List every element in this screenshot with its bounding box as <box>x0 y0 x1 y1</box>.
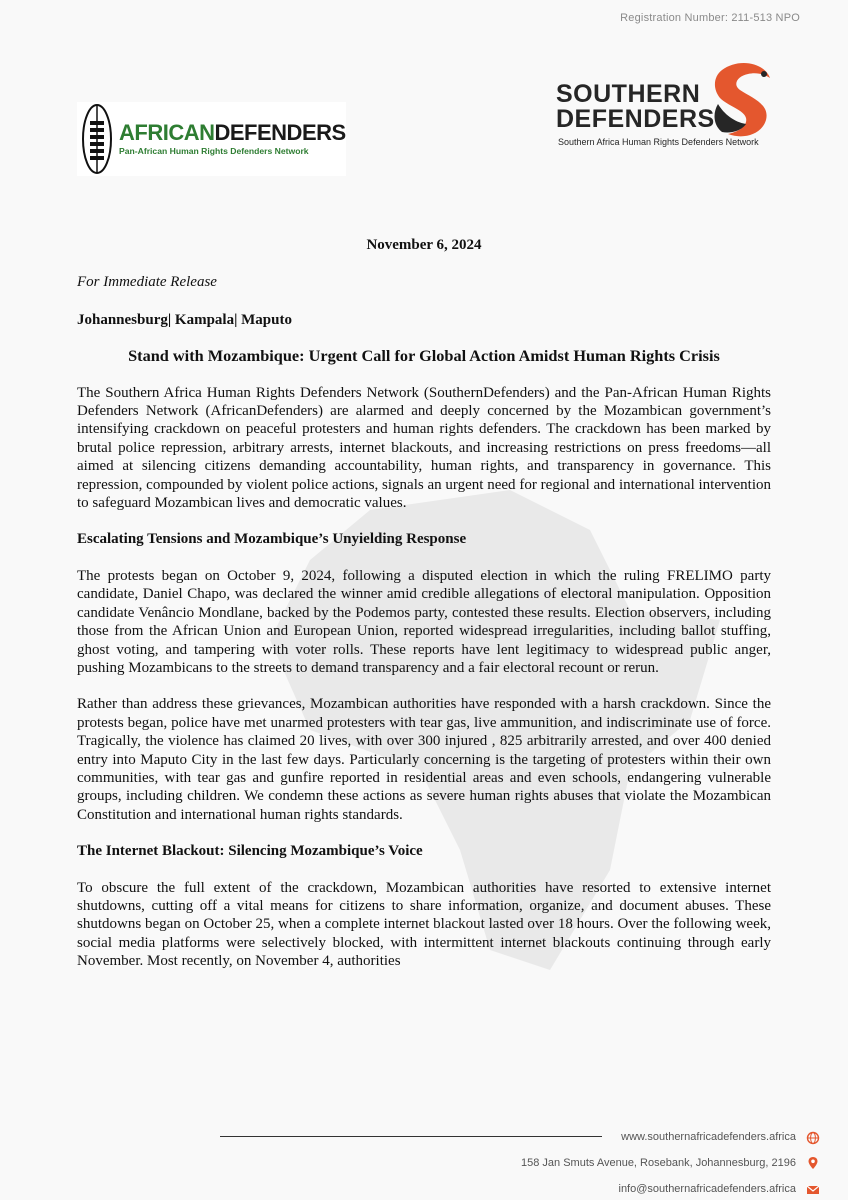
southern-defenders-name <box>556 82 715 132</box>
location-pin-icon <box>806 1156 820 1170</box>
logo-name-defenders: DEFENDERS <box>214 120 346 145</box>
footer-divider <box>220 1136 602 1137</box>
logo-name-southern: SOUTHERN <box>556 80 701 108</box>
african-defenders-tagline: Pan-African Human Rights Defenders Network <box>119 146 309 156</box>
southern-defenders-tagline: Southern Africa Human Rights Defenders Network <box>558 137 759 147</box>
release-date: November 6, 2024 <box>366 237 482 253</box>
section-heading-tensions: Escalating Tensions and Mozambique’s Unyielding Response <box>77 531 467 548</box>
logo-name-african: AFRICAN <box>119 120 215 145</box>
dateline-cities: Johannesburg| Kampala| Maputo <box>77 311 292 328</box>
footer-email[interactable]: info@southernafricadefenders.africa <box>618 1183 796 1195</box>
footer-address: 158 Jan Smuts Avenue, Rosebank, Johannesburg, 2196 <box>521 1157 796 1169</box>
press-release-body <box>77 236 771 989</box>
globe-icon <box>806 1131 820 1145</box>
shield-icon <box>81 103 113 175</box>
footer-website[interactable]: www.southernafricadefenders.africa <box>621 1131 796 1143</box>
paragraph-blackout: To obscure the full extent of the crackdown, Mozambican authorities have resorted to extensive internet shutdowns, cutting off a vital means for citizens to share information, organize, and document abuses. These shutdowns began on October 25, when a complete internet blackout lasted over 18 hours. Over the following week, social media platforms were selectively blocked, with intermittent internet blackouts continuing through early November. Most recently, on November 4, authorities <box>77 879 771 970</box>
southern-defenders-mark-icon <box>708 60 774 138</box>
logo-name-defenders-line: DEFENDERS <box>556 105 715 133</box>
registration-number: Registration Number: 211-513 NPO <box>620 12 800 24</box>
african-defenders-logo <box>77 102 346 176</box>
paragraph-protests: The protests began on October 9, 2024, following a disputed election in which the ruling FRELIMO party candidate, Daniel Chapo, was declared the winner amid credible allegations of electoral manipulation. Opposition candidate Venâncio Mondlane, backed by the Podemos party, contested these results. Election observers, including those from the African Union and European Union, reported widespread irregularities, including ballot stuffing, ghost voting, and tampering with voter rolls. These reports have lent legitimacy to widespread public anger, pushing Mozambicans to the streets to demand transparency and a fair electoral recount or rerun. <box>77 567 771 676</box>
paragraph-intro: The Southern Africa Human Rights Defenders Network (SouthernDefenders) and the Pan-African Human Rights Defenders Network (AfricanDefenders) are alarmed and deeply concerned by the Mozambican government’s intensifying crackdown on peaceful protesters and human rights defenders. The crackdown has been marked by brutal police repression, arbitrary arrests, internet blackouts, and increasing restrictions on press freedoms—all aimed at silencing citizens demanding accountability, human rights, and transparency in governance. This repression, compounded by violent police actions, signals an urgent need for regional and international intervention to safeguard Mozambican lives and democratic values. <box>77 384 771 512</box>
southern-defenders-logo <box>556 60 776 152</box>
section-heading-blackout: The Internet Blackout: Silencing Mozambique’s Voice <box>77 843 423 860</box>
mail-icon <box>806 1183 820 1197</box>
release-title: Stand with Mozambique: Urgent Call for Global Action Amidst Human Rights Crisis <box>128 346 720 366</box>
paragraph-crackdown: Rather than address these grievances, Mozambican authorities have responded with a harsh crackdown. Since the protests began, police have met unarmed protesters with tear gas, live ammunition, and indiscriminate use of force. Tragically, the violence has claimed 20 lives, with over 300 injured , 825 arbitrarily arrested, and over 400 denied entry into Maputo City in the last few days. Particularly concerning is the targeting of protesters within their own communities, with tear gas and gunfire reported in residential areas and even schools, endangering vulnerable groups, including children. We condemn these actions as severe human rights abuses that violate the Mozambican Constitution and international human rights standards. <box>77 696 771 823</box>
release-type: For Immediate Release <box>77 274 217 291</box>
